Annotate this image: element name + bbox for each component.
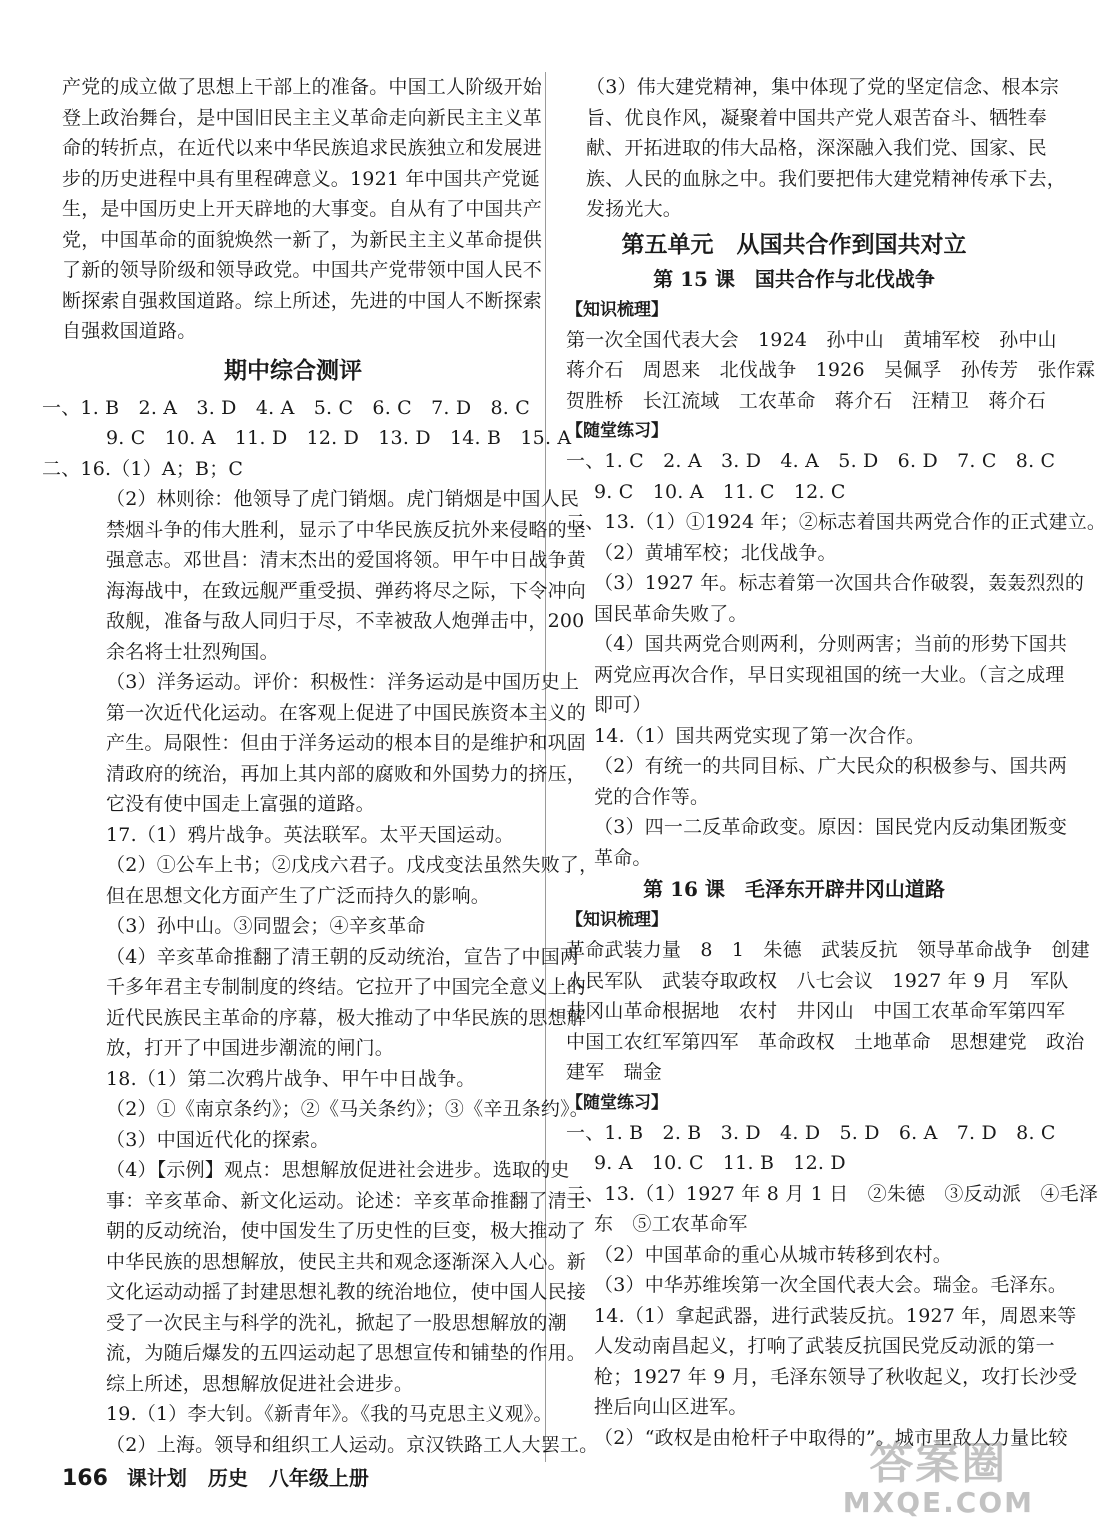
answer-line: 人发动南昌起义，打响了武装反抗国民党反动派的第一 — [594, 1335, 1055, 1357]
answer-line: 9. C 10. A 11. C 12. C — [594, 480, 846, 503]
answer-line: 14.（1）拿起武器，进行武装反抗。1927 年，周恩来等 — [594, 1304, 1077, 1327]
answer-line: （4）辛亥革命推翻了清王朝的反动统治，宣告了中国两 — [106, 945, 580, 968]
answer-line: 受了一次民主与科学的洗礼，掀起了一股思想解放的潮 — [106, 1311, 567, 1334]
answer-line: 一、1. C 2. A 3. D 4. A 5. D 6. D 7. C 8. C — [566, 450, 1056, 472]
answer-line: （2）有统一的共同目标、广大民众的积极参与、国共两 — [594, 755, 1068, 777]
answer-line: 它没有使中国走上富强的道路。 — [106, 793, 375, 815]
left-column — [42, 72, 599, 1460]
practice-tag: 【随堂练习】 — [566, 421, 668, 441]
answer-line: 枪；1927 年 9 月，毛泽东领导了秋收起义，攻打长沙受 — [594, 1365, 1078, 1388]
answer-line: 二、16.（1）A；B；C — [42, 457, 244, 480]
answer-line: 第一次近代化运动。在客观上促进了中国民族资本主义的 — [106, 701, 587, 724]
answer-line: 千多年君主专制制度的终结。它拉开了中国完全意义上的 — [106, 976, 587, 998]
page-footer — [62, 1462, 383, 1491]
answer-line: 9. A 10. C 11. B 12. D — [594, 1152, 846, 1174]
answer-line: 放，打开了中国进步潮流的闸门。 — [106, 1037, 395, 1059]
answer-line: 事：辛亥革命、新文化运动。论述：辛亥革命推翻了清王 — [106, 1189, 587, 1212]
text-line: 自强救国道路。 — [62, 320, 197, 342]
text-line: 产党的成立做了思想上干部上的准备。中国工人阶级开始 — [62, 76, 543, 98]
answer-line: 但在思想文化方面产生了广泛而持久的影响。 — [106, 884, 491, 907]
answer-line: （2）“政权是由枪杆子中取得的”。城市里敌人力量比较 — [594, 1426, 1068, 1449]
answer-line: 综上所述，思想解放促进社会进步。 — [106, 1372, 414, 1395]
answer-line: 文化运动动摇了封建思想礼教的统治地位，使中国人民接 — [106, 1281, 587, 1303]
watermark-top: 答案圈 — [869, 1438, 1008, 1489]
page-number: 166 — [62, 1466, 108, 1491]
answer-line: （4）【示例】观点：思想解放促进社会进步。选取的史 — [106, 1159, 570, 1181]
text-line: （3）伟大建党精神，集中体现了党的坚定信念、根本宗 — [586, 76, 1060, 98]
text-line: 献、开拓进取的伟大品格，深深融入我们党、国家、民 — [586, 137, 1047, 159]
lesson-15-title: 第 15 课 国共合作与北伐战争 — [653, 266, 935, 291]
answer-line: 二、13.（1）1927 年 8 月 1 日 ②朱德 ③反动派 ④毛泽 — [566, 1182, 1099, 1205]
answer-line: （2）林则徐：他领导了虎门销烟。虎门销烟是中国人民 — [106, 488, 580, 510]
answer-line: 强意志。邓世昌：清末杰出的爱国将领。甲午中日战争黄 — [106, 549, 587, 571]
text-line: 党，中国革命的面貌焕然一新了，为新民主主义革命提供 — [62, 228, 543, 251]
right-column — [566, 72, 1106, 1453]
knowledge-line: 第一次全国代表大会 1924 孙中山 黄埔军校 孙中山 — [566, 328, 1057, 351]
answer-line: 18.（1）第二次鸦片战争、甲午中日战争。 — [106, 1067, 476, 1090]
book-title: 课计划 — [126, 1466, 187, 1490]
answer-line: 朝的反动统治，使中国发生了历史性的巨变，极大推动了 — [106, 1220, 587, 1242]
answer-line: （3）1927 年。标志着第一次国共合作破裂，轰轰烈烈的 — [594, 572, 1085, 594]
answer-line: （3）孙中山。③同盟会；④辛亥革命 — [106, 915, 426, 937]
text-line: 生，是中国历史上开天辟地的大事变。自从有了中国共产 — [62, 198, 543, 220]
knowledge-line: 贺胜桥 长江流域 工农革命 蒋介石 汪精卫 蒋介石 — [566, 389, 1047, 412]
answer-line: 清政府的统治，再加上其内部的腐败和外国势力的挤压， — [106, 762, 587, 785]
answer-line: 一、1. B 2. B 3. D 4. D 5. D 6. A 7. D 8. C — [566, 1121, 1056, 1144]
answer-line: 东 ⑤工农革命军 — [594, 1213, 748, 1235]
watermark-logo — [843, 1440, 1034, 1518]
watermark-bottom: MXQE.COM — [842, 1486, 1034, 1519]
knowledge-tag: 【知识梳理】 — [566, 299, 668, 320]
knowledge-line: 革命武装力量 8 1 朱德 武装反抗 领导革命战争 创建 — [566, 939, 1090, 961]
answer-line: （2）①公车上书；②戊戌六君子。戊戌变法虽然失败了， — [106, 854, 599, 876]
text-line: 族、人民的血脉之中。我们要把伟大建党精神传承下去， — [586, 167, 1067, 190]
answer-line: （3）中国近代化的探索。 — [106, 1128, 330, 1151]
knowledge-line: 建军 瑞金 — [566, 1061, 663, 1083]
text-line: 命的转折点，在近代以来中华民族追求民族独立和发展进 — [62, 137, 543, 159]
grade-label: 八年级上册 — [268, 1466, 369, 1490]
unit-title: 第五单元 从国共合作到国共对立 — [621, 230, 967, 258]
answer-line: 产生。局限性：但由于洋务运动的根本目的是维护和巩固 — [106, 732, 587, 754]
answer-line: （2）中国革命的重心从城市转移到农村。 — [594, 1243, 952, 1266]
answer-line: 禁烟斗争的伟大胜利，显示了中华民族反抗外来侵略的坚 — [106, 518, 587, 541]
text-line: 了新的领导阶级和领导政党。中国共产党带领中国人民不 — [62, 259, 543, 281]
answer-line: 二、13.（1）①1924 年；②标志着国共两党合作的正式建立。 — [566, 511, 1106, 533]
answer-line: 余名将士壮烈殉国。 — [106, 640, 279, 663]
answer-line: 9. C 10. A 11. D 12. D 13. D 14. B 15. A — [106, 427, 572, 449]
practice-tag: 【随堂练习】 — [566, 1092, 668, 1113]
answer-line: 革命。 — [594, 846, 652, 869]
answer-line: （2）黄埔军校；北伐战争。 — [594, 541, 837, 564]
knowledge-tag: 【知识梳理】 — [566, 910, 668, 930]
answer-line: 14.（1）国共两党实现了第一次合作。 — [594, 724, 926, 747]
answer-line: 国民革命失败了。 — [594, 602, 748, 625]
exam-title: 期中综合测评 — [224, 356, 362, 384]
lesson-16-title: 第 16 课 毛泽东开辟井冈山道路 — [643, 877, 945, 901]
answer-line: 19.（1）李大钊。《新青年》。《我的马克思主义观》。 — [106, 1403, 553, 1425]
text-line: 旨、优良作风，凝聚着中国共产党人艰苦奋斗、牺牲奉 — [586, 106, 1047, 129]
text-line: 步的历史进程中具有里程碑意义。1921 年中国共产党诞 — [62, 167, 540, 190]
knowledge-line: 井冈山革命根据地 农村 井冈山 中国工农革命军第四军 — [566, 1000, 1066, 1022]
answer-line: 敌舰，准备与敌人同归于尽，不幸被敌人炮弹击中，200 — [106, 610, 585, 632]
answer-line: 流，为随后爆发的五四运动起了思想宣传和铺垫的作用。 — [106, 1342, 587, 1364]
text-line: 断探索自强救国道路。综上所述，先进的中国人不断探索 — [62, 289, 543, 312]
answer-line: 党的合作等。 — [594, 785, 710, 808]
answer-line: 两党应再次合作，早日实现祖国的统一大业。（言之成理 — [594, 663, 1065, 686]
knowledge-line: 蒋介石 周恩来 北伐战争 1926 吴佩孚 孙传芳 张作霖 — [566, 359, 1096, 381]
answer-line: （4）国共两党合则两利，分则两害；当前的形势下国共 — [594, 633, 1068, 655]
answer-line: （3）洋务运动。评价：积极性：洋务运动是中国历史上 — [106, 671, 580, 693]
answer-line: 挫后向山区进军。 — [594, 1396, 748, 1418]
subject-label: 历史 — [207, 1466, 248, 1490]
answer-line: 近代民族民主革命的序幕，极大推动了中华民族的思想解 — [106, 1006, 587, 1029]
answer-line: （2）上海。领导和组织工人运动。京汉铁路工人大罢工。 — [106, 1433, 599, 1456]
text-line: 发扬光大。 — [586, 198, 683, 220]
answer-line: 海海战中，在致远舰严重受损、弹药将尽之际，下令冲向 — [106, 579, 587, 602]
answer-line: （3）四一二反革命政变。原因：国民党内反动集团叛变 — [594, 816, 1068, 838]
answer-line: 中华民族的思想解放，使民主共和观念逐渐深入人心。新 — [106, 1250, 587, 1273]
answer-line: （2）①《南京条约》；②《马关条约》；③《辛丑条约》。 — [106, 1098, 589, 1120]
answer-line: 一、1. B 2. A 3. D 4. A 5. C 6. C 7. D 8. C — [42, 396, 531, 419]
text-line: 登上政治舞台，是中国旧民主主义革命走向新民主主义革 — [62, 106, 543, 129]
answer-line: 17.（1）鸦片战争。英法联军。太平天国运动。 — [106, 823, 514, 846]
knowledge-line: 中国工农红军第四军 革命政权 土地革命 思想建党 政治 — [566, 1030, 1085, 1053]
answer-line: 即可） — [594, 694, 652, 716]
answer-line: （3）中华苏维埃第一次全国代表大会。瑞金。毛泽东。 — [594, 1274, 1068, 1296]
knowledge-line: 人民军队 武装夺取政权 八七会议 1927 年 9 月 军队 — [566, 969, 1069, 992]
